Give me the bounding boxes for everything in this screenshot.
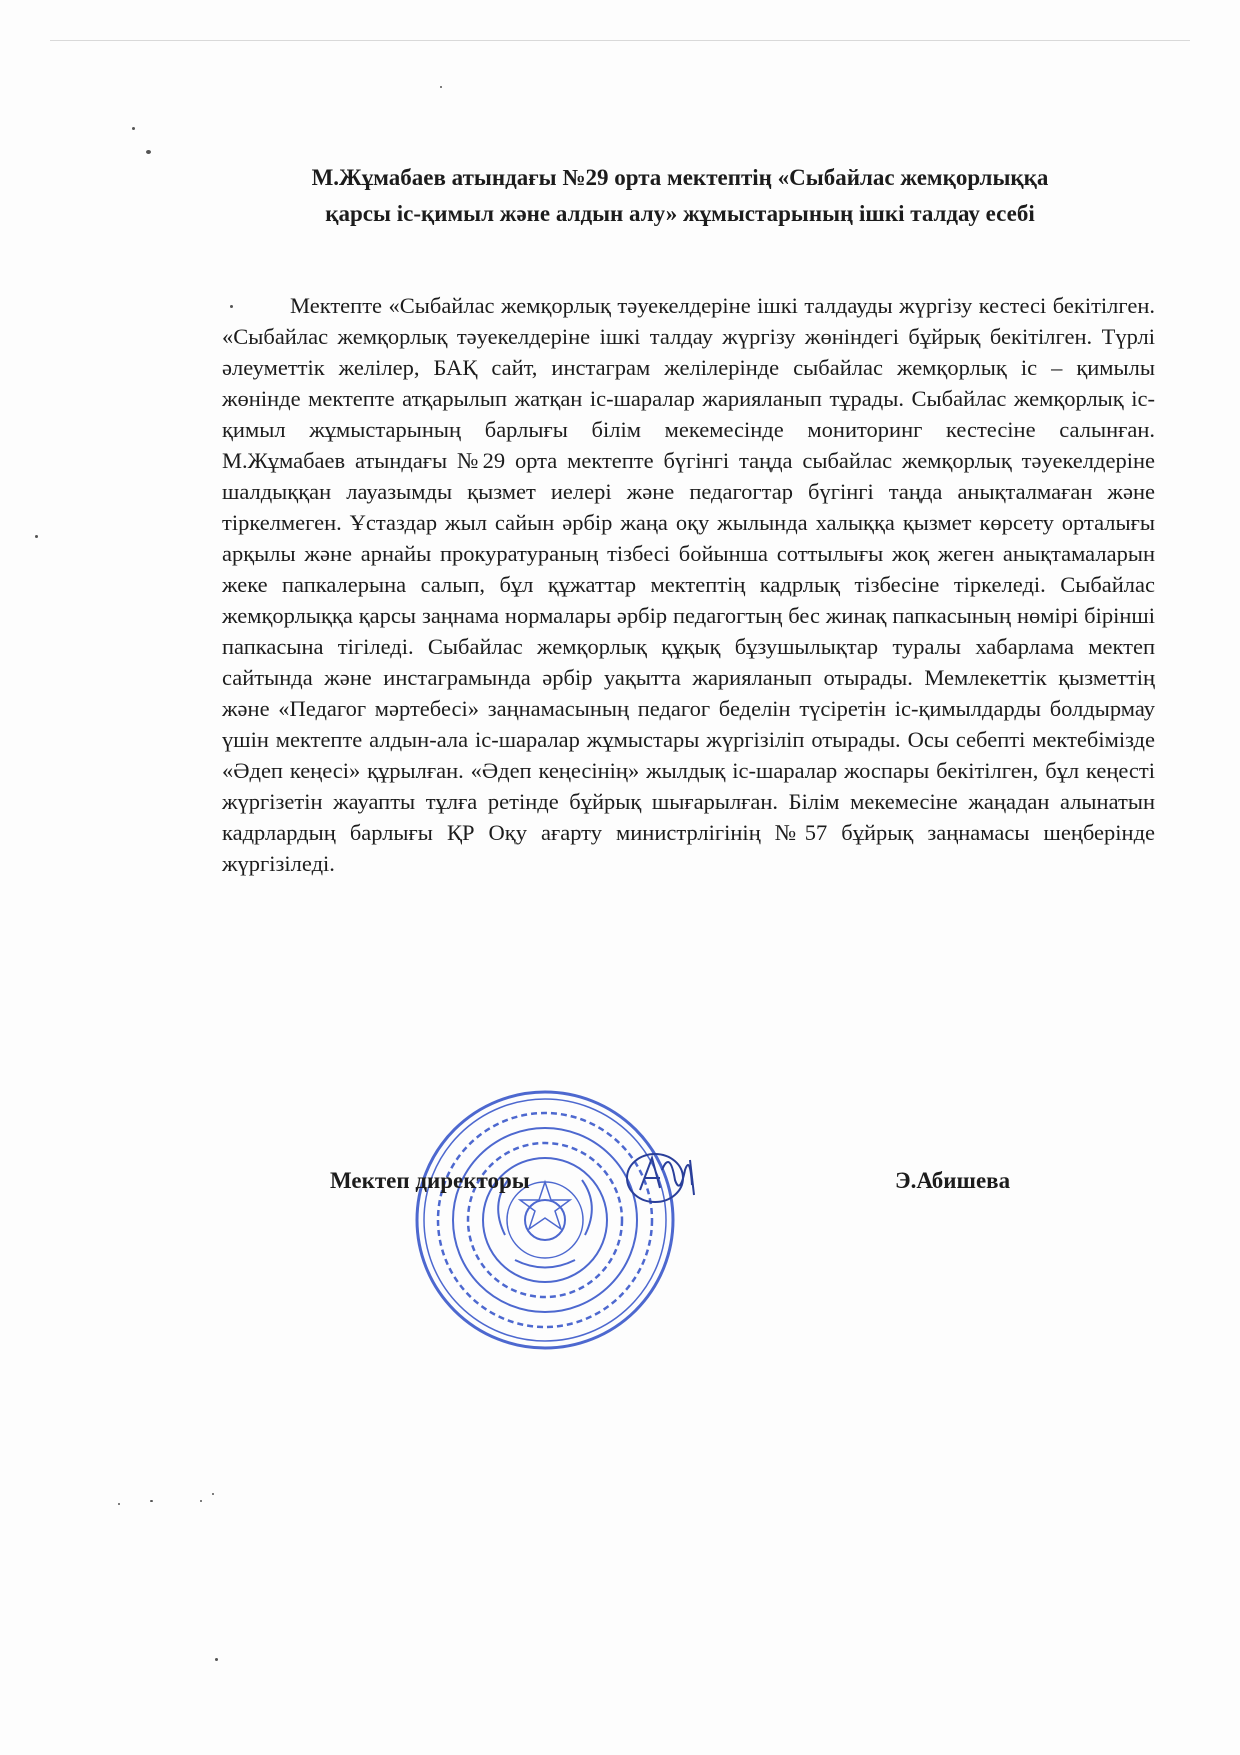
scan-speck bbox=[200, 1500, 202, 1502]
title-line-1: М.Жұмабаев атындағы №29 орта мектептің «Сыбайлас жемқорлыққа bbox=[311, 165, 1049, 190]
document-title bbox=[200, 160, 1160, 232]
scan-speck bbox=[118, 1503, 120, 1505]
signatory-name: Э.Абишева bbox=[895, 1168, 1011, 1193]
document-body: Мектепте «Сыбайлас жемқорлық тәуекелдеріне ішкі талдауды жүргізу кестесі бекітілген. «Сыбайлас жемқорлық тәуекелдеріне ішкі талдау жүргізу жөніндегі бұйрық бекітілген. Түрлі әлеуметтік желілер, БАҚ сайт, инстаграм желілерінде сыбайлас жемқорлық іс – қимылы жөнінде мектепте атқарылып жатқан іс-шаралар жарияланып тұрады. Сыбайлас жемқорлық іс-қимыл жұмыстарының барлығы білім мекемесінде мониторинг кестесіне салынған. М.Жұмабаев атындағы №29 орта мектепте бүгінгі таңда сыбайлас жемқорлық тәуекелдеріне шалдыққан лауазымды қызмет иелері және педагогтар бүгінгі таңда анықталмаған және тіркелмеген. Ұстаздар жыл сайын әрбір жаңа оқу жылында халыққа қызмет көрсету орталығы арқылы және арнайы прокуратураның тізбесі бойынша соттылығы жоқ жеген анықтамаларын жеке папкалерына салып, бұл құжаттар мектептің кадрлық тізбесіне тіркеледі. Сыбайлас жемқорлыққа қарсы заңнама нормалары әрбір педагогтың бес жинақ папкасының нөмірі бірінші папкасына тігіледі. Сыбайлас жемқорлық құқық бұзушылықтар туралы хабарлама мектеп сайтында және инстаграмында әрбір уақытта жарияланып отырады. Мемлекеттік қызметтің және «Педагог мәртебесі» заңнамасының педагог беделін түсіретін іс-қимылдарды болдырмау үшін мектепте алдын-ала іс-шаралар жұмыстары жүргізіліп отырады. Осы себепті мектебімізде «Әдеп кеңесі» құрылған. «Әдеп кеңесінің» жылдық іс-шаралар жоспары бекітілген, бұл кеңесті жүргізетін жауапты тұлға ретінде бұйрық шығарылған. Білім мекемесіне жаңадан алынатын кадрлардың барлығы ҚР Оқу ағарту министрлігінің №57 бұйрық заңнамасы шеңберінде жүргізіледі. bbox=[222, 293, 1155, 876]
scan-border-line bbox=[50, 40, 1190, 41]
scan-speck bbox=[212, 1493, 214, 1495]
signature-label: Мектеп директоры bbox=[330, 1168, 530, 1193]
scan-speck bbox=[132, 127, 135, 130]
handwritten-signature bbox=[620, 1140, 710, 1210]
scan-speck bbox=[146, 150, 151, 154]
scan-speck bbox=[150, 1500, 153, 1502]
title-line-2: қарсы іс-қимыл және алдын алу» жұмыстарының ішкі талдау есебі bbox=[325, 201, 1035, 226]
scan-speck bbox=[440, 86, 442, 88]
scan-speck bbox=[35, 535, 38, 538]
official-round-stamp bbox=[410, 1085, 680, 1355]
scan-speck bbox=[215, 1658, 218, 1661]
